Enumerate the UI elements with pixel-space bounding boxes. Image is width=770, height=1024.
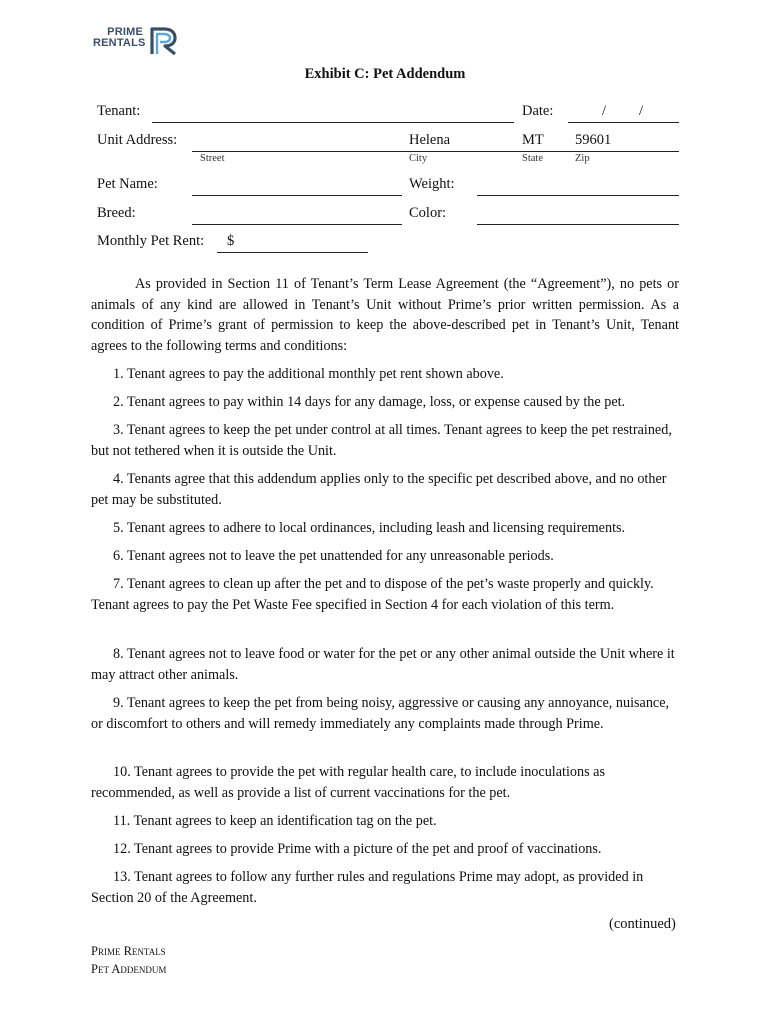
city-value: Helena bbox=[409, 132, 451, 148]
date-field[interactable] bbox=[568, 122, 679, 123]
zip-caption: Zip bbox=[575, 153, 590, 164]
footer-line-2: Pet Addendum bbox=[91, 962, 167, 976]
dollar-sign: $ bbox=[227, 233, 235, 249]
color-field[interactable] bbox=[477, 224, 679, 225]
list-item-6: 6. Tenant agrees not to leave the pet unattended for any unreasonable periods. bbox=[113, 548, 554, 564]
unit-address-label: Unit Address: bbox=[97, 132, 178, 148]
list-item-3: 3. Tenant agrees to keep the pet under control at all times. Tenant agrees to keep the pet restrained, but not tethered when it is outside the Unit. bbox=[91, 422, 672, 459]
logo-r-icon bbox=[148, 26, 178, 56]
list-item-1: 1. Tenant agrees to pay the additional monthly pet rent shown above. bbox=[113, 366, 504, 382]
zip-value: 59601 bbox=[575, 132, 612, 148]
city-caption: City bbox=[409, 153, 428, 164]
list-item-4: 4. Tenants agree that this addendum applies only to the specific pet described above, and no other pet may be substituted. bbox=[91, 471, 667, 508]
breed-label: Breed: bbox=[97, 205, 136, 221]
tenant-field[interactable] bbox=[152, 122, 514, 123]
list-item-11: 11. Tenant agrees to keep an identification tag on the pet. bbox=[113, 813, 437, 829]
weight-label: Weight: bbox=[409, 176, 455, 192]
list-item-7: 7. Tenant agrees to clean up after the pet and to dispose of the pet’s waste properly and quickly. Tenant agrees to pay the Pet Waste Fee specified in Section 4 for each violation of this term. bbox=[91, 576, 654, 613]
weight-field[interactable] bbox=[477, 195, 679, 196]
intro-paragraph: As provided in Section 11 of Tenant’s Term Lease Agreement (the “Agreement”), no pets or animals of any kind are allowed in Tenant’s Unit without Prime’s prior written permission. As a condition of Prime’s grant of permission to keep the above-described pet in Tenant’s Unit, Tenant agrees to the following terms and conditions: bbox=[91, 276, 679, 354]
page-title: Exhibit C: Pet Addendum bbox=[304, 66, 466, 82]
unit-address-field[interactable] bbox=[192, 151, 679, 152]
list-item-9: 9. Tenant agrees to keep the pet from being noisy, aggressive or causing any annoyance, nuisance, or discomfort to others and will remedy immediately any complaints made through Prime. bbox=[91, 695, 670, 732]
list-item-8: 8. Tenant agrees not to leave food or water for the pet or any other animal outside the Unit where it may attract other animals. bbox=[91, 646, 675, 683]
monthly-pet-rent-field[interactable] bbox=[217, 252, 368, 253]
logo-line-1: PRIME bbox=[107, 26, 143, 38]
date-slash-1: / bbox=[602, 103, 607, 119]
date-slash-2: / bbox=[639, 103, 644, 119]
continued-note: (continued) bbox=[609, 916, 676, 932]
tenant-label: Tenant: bbox=[97, 103, 141, 119]
list-item-5: 5. Tenant agrees to adhere to local ordinances, including leash and licensing requirements. bbox=[113, 520, 626, 536]
list-item-10: 10. Tenant agrees to provide the pet with regular health care, to include inoculations as recommended, as well as provide a list of current vaccinations for the pet. bbox=[91, 764, 605, 801]
breed-field[interactable] bbox=[192, 224, 402, 225]
street-caption: Street bbox=[200, 153, 225, 164]
pet-name-field[interactable] bbox=[192, 195, 402, 196]
logo-line-2: RENTALS bbox=[93, 37, 146, 49]
pet-name-label: Pet Name: bbox=[97, 176, 158, 192]
date-label: Date: bbox=[522, 103, 554, 119]
list-item-2: 2. Tenant agrees to pay within 14 days for any damage, loss, or expense caused by the pet. bbox=[113, 394, 626, 410]
footer-line-1: Prime Rentals bbox=[91, 944, 166, 958]
list-item-12: 12. Tenant agrees to provide Prime with a picture of the pet and proof of vaccinations. bbox=[113, 841, 602, 857]
footer bbox=[91, 942, 166, 978]
monthly-pet-rent-label: Monthly Pet Rent: bbox=[97, 233, 205, 249]
color-label: Color: bbox=[409, 205, 447, 221]
state-caption: State bbox=[522, 153, 543, 164]
list-item-13: 13. Tenant agrees to follow any further rules and regulations Prime may adopt, as provided in Section 20 of the Agreement. bbox=[91, 869, 644, 906]
logo-text bbox=[93, 26, 146, 49]
state-value: MT bbox=[522, 132, 544, 148]
